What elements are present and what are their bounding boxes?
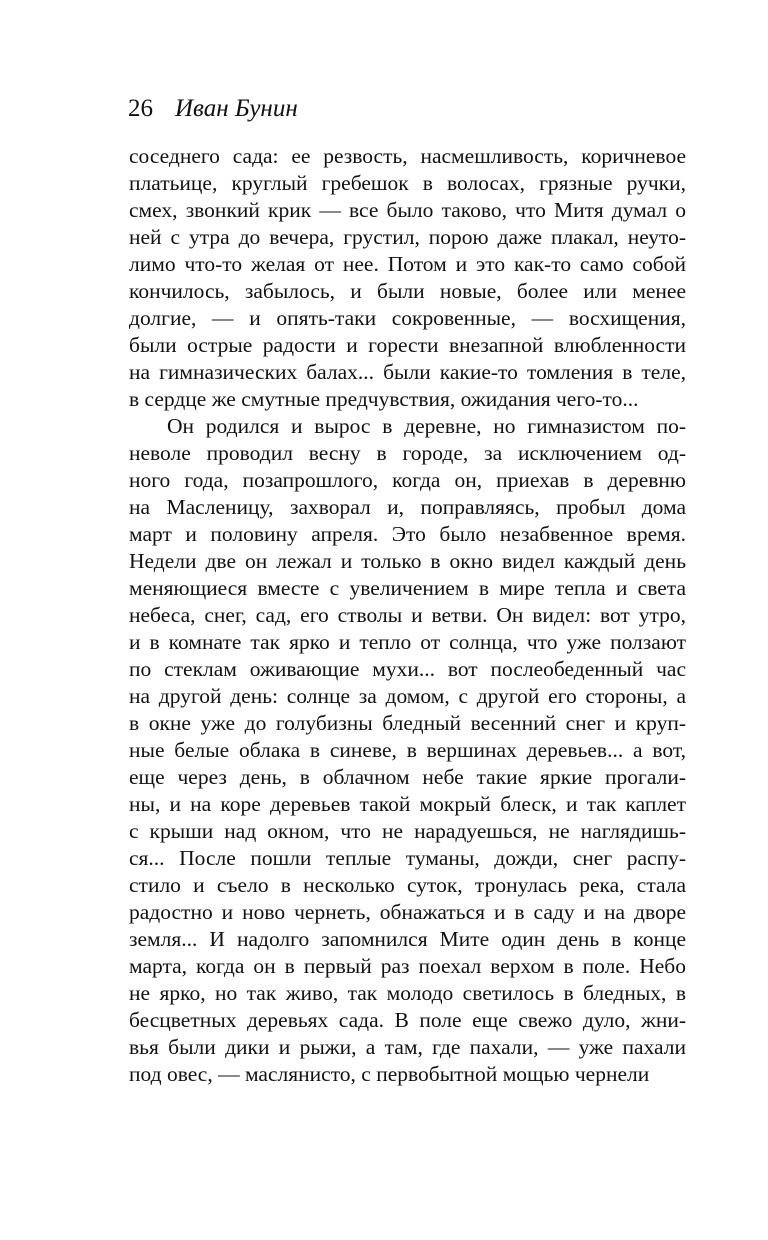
text-line: март и половину апреля. Это было незабвенное время. [129, 522, 686, 546]
text-line: платьице, круглый гребешок в волосах, грязные ручки, [129, 171, 686, 195]
text-line: лимо что-то желая от нее. Потом и это как-то само собой [129, 252, 686, 276]
text-line: неволе проводил весну в городе, за исключением од- [129, 441, 686, 465]
text-line: вья были дики и рыжи, а там, где пахали, — уже пахали [129, 1035, 686, 1059]
text-line: на Масленицу, захворал и, поправляясь, пробыл дома [129, 495, 686, 519]
text-line: меняющиеся вместе с увеличением в мире тепла и света [129, 576, 686, 600]
text-line: по стеклам оживающие мухи... вот послеобеденный час [129, 657, 686, 681]
author-name: Иван Бунин [175, 95, 298, 122]
text-line: долгие, — и опять-таки сокровенные, — восхищения, [129, 306, 686, 330]
paragraph [129, 143, 686, 413]
text-line: были острые радости и горести внезапной влюбленности [129, 333, 686, 357]
text-line: ные белые облака в синеве, в вершинах деревьев... а вот, [129, 738, 686, 762]
text-line: не ярко, но так живо, так молодо светилось в бледных, в [129, 981, 686, 1005]
text-line: и в комнате так ярко и тепло от солнца, что уже ползают [129, 630, 686, 654]
text-line: с крыши над окном, что не нарадуешься, не наглядишь- [129, 819, 686, 843]
text-line: ны, и на коре деревьев такой мокрый блеск, и так каплет [129, 792, 686, 816]
text-line: Недели две он лежал и только в окно видел каждый день [129, 549, 686, 573]
paragraph [129, 413, 686, 1088]
text-line: ней с утра до вечера, грустил, порою даже плакал, неуто- [129, 225, 686, 249]
text-line: на гимназических балах... были какие-то томления в теле, [129, 360, 686, 384]
text-line: ся... После пошли теплые туманы, дожди, снег распу- [129, 846, 686, 870]
text-line: ного года, позапрошлого, когда он, приехав в деревню [129, 468, 686, 492]
text-line: небеса, снег, сад, его стволы и ветви. Он видел: вот утро, [129, 603, 686, 627]
text-line: земля... И надолго запомнился Мите один день в конце [129, 927, 686, 951]
text-line: стило и съело в несколько суток, тронулась река, стала [129, 873, 686, 897]
text-line: на другой день: солнце за домом, с другой его стороны, а [129, 684, 686, 708]
text-line: марта, когда он в первый раз поехал верхом в поле. Небо [129, 954, 686, 978]
text-line: соседнего сада: ее резвость, насмешливость, коричневое [129, 144, 686, 168]
text-line: кончилось, забылось, и были новые, более или менее [129, 279, 686, 303]
text-line: смех, звонкий крик — все было таково, что Митя думал о [129, 198, 686, 222]
text-line: бесцветных деревьях сада. В поле еще свежо дуло, жни- [129, 1008, 686, 1032]
text-line: в окне уже до голубизны бледный весенний снег и круп- [129, 711, 686, 735]
text-line: Он родился и вырос в деревне, но гимназистом по- [167, 414, 686, 438]
text-line: в сердце же смутные предчувствия, ожидания чего-то... [129, 387, 639, 411]
running-head [128, 94, 298, 124]
body-text [129, 143, 686, 1088]
text-line: радостно и ново чернеть, обнажаться и в саду и на дворе [129, 900, 686, 924]
text-line: еще через день, в облачном небе такие яркие прогали- [129, 765, 686, 789]
text-line: под овес, — маслянисто, с первобытной мощью чернели [129, 1062, 650, 1086]
page-number: 26 [128, 95, 153, 122]
